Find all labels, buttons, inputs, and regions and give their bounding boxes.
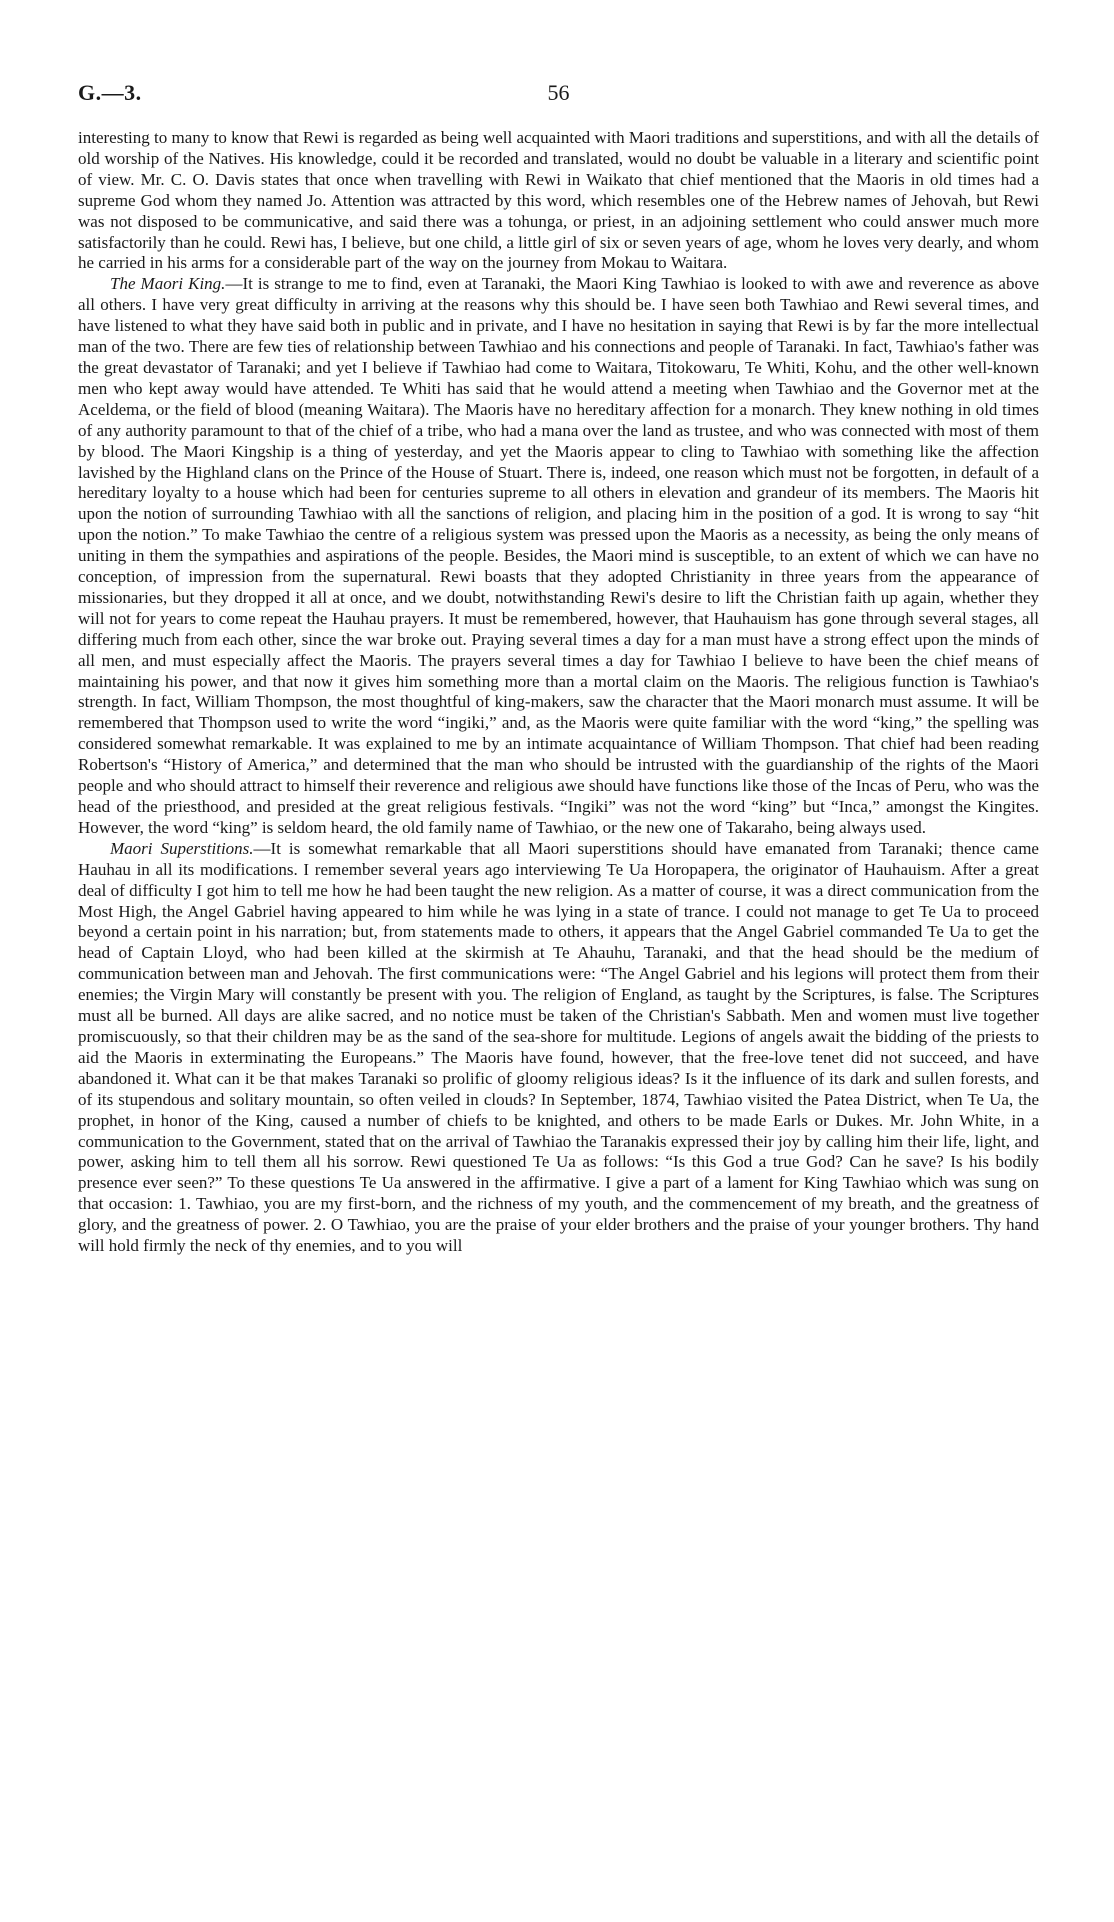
document-reference: G.—3. xyxy=(78,80,142,105)
paragraph-2 xyxy=(78,274,1039,838)
paragraph-3 xyxy=(78,839,1039,1257)
paragraph-heading: The Maori King. xyxy=(110,274,226,294)
page-number: 56 xyxy=(547,80,570,105)
paragraph-text: —It is strange to me to find, even at Taranaki, the Maori King Tawhiao is looked to with awe and reverence as above all others. I have very great difficulty in arriving at the reasons why this should be. I have seen both Tawhiao and Rewi several times, and have listened to what they have said both in public and in private, and I have no hesitation in saying that Rewi is by far the more intellectual man of the two. There are few ties of relationship between Tawhiao and his connections and people of Taranaki. In fact, Tawhiao's father was the great devastator of Taranaki; and yet I believe if Tawhiao had come to Waitara, Titokowaru, Te Whiti, Kohu, and the other well-known men who kept away would have attended. Te Whiti has said that he would attend a meeting when Tawhiao and the Governor met at the Aceldema, or the field of blood (meaning Waitara). The Maoris have no hereditary affection for a monarch. They knew nothing in old times of any authority paramount to that of the chief of a tribe, who had a mana over the land as trustee, and who was connected with most of them by blood. The Maori Kingship is a thing of yesterday, and yet the Maoris appear to cling to Tawhiao with something like the affection lavished by the Highland clans on the Prince of the House of Stuart. There is, indeed, one reason which must not be forgotten, in default of a hereditary loyalty to a house which had been for centuries supreme to all others in elevation and grandeur of its members. The Maoris hit upon the notion of surrounding Tawhiao with all the sanctions of religion, and placing him in the position of a god. It is wrong to say “hit upon the notion.” To make Tawhiao the centre of a religious system was pressed upon the Maoris as a necessity, as being the only means of uniting in them the sympathies and aspirations of the people. Besides, the Maori mind is susceptible, to an extent of which we can have no conception, of impression from the supernatural. Rewi boasts that they adopted Christianity in three years from the appearance of missionaries, but they dropped it all at once, and we doubt, notwithstanding Rewi's desire to lift the Christian faith up again, whether they will not for years to come repeat the Hauhau prayers. It must be remembered, however, that Hauhauism has gone through several stages, all differing much from each other, since the war broke out. Praying several times a day for a man must have a strong effect upon the minds of all men, and must especially affect the Maoris. The prayers several times a day for Tawhiao I believe to have been the chief means of maintaining his power, and that now it gives him something more than a mortal claim on the Maoris. The religious function is Tawhiao's strength. In fact, William Thompson, the most thoughtful of king-makers, saw the character that the Maori monarch must assume. It will be remembered that Thompson used to write the word “ingiki,” and, as the Maoris were quite familiar with the word “king,” the spelling was considered somewhat remarkable. It was explained to me by an intimate acquaintance of William Thompson. That chief had been reading Robertson's “History of America,” and determined that the man who should be intrusted with the guardianship of the rights of the Maori people and who should attract to himself their reverence and religious awe should have functions like those of the Incas of Peru, who was the head of the priesthood, and presided at the great religious festivals. “Ingiki” was not the word “king” but “Inca,” amongst the Kingites. However, the word “king” is seldom heard, the old family name of Tawhiao, or the new one of Takaraho, being always used. xyxy=(78,274,1040,837)
document-page xyxy=(78,80,1039,1257)
document-body xyxy=(78,128,1039,1257)
paragraph-text: —It is somewhat remarkable that all Maori superstitions should have emanated from Taranaki; thence came Hauhau in all its modifications. I remember several years ago interviewing Te Ua Horopapera, the originator of Hauhauism. After a great deal of difficulty I got him to tell me how he had been taught the new religion. As a matter of course, it was a direct communication from the Most High, the Angel Gabriel having appeared to him while he was lying in a state of trance. I could not manage to get Te Ua to proceed beyond a certain point in his narration; but, from statements made to others, it appears that the Angel Gabriel commanded Te Ua to get the head of Captain Lloyd, who had been killed at the skirmish at Te Ahauhu, Taranaki, and that the head should be the medium of communication between man and Jehovah. The first communications were: “The Angel Gabriel and his legions will protect them from their enemies; the Virgin Mary will constantly be present with you. The religion of England, as taught by the Scriptures, is false. The Scriptures must all be burned. All days are alike sacred, and no notice must be taken of the Christian's Sabbath. Men and women must live together promiscuously, so that their children may be as the sand of the sea-shore for multitude. Legions of angels await the bidding of the priests to aid the Maoris in exterminating the Europeans.” The Maoris have found, however, that the free-love tenet did not succeed, and have abandoned it. What can it be that makes Taranaki so prolific of gloomy religious ideas? Is it the influence of its dark and sullen forests, and of its stupendous and solitary mountain, so often veiled in clouds? In September, 1874, Tawhiao visited the Patea District, when Te Ua, the prophet, in honor of the King, caused a number of chiefs to be knighted, and others to be made Earls or Dukes. Mr. John White, in a communication to the Government, stated that on the arrival of Tawhiao the Taranakis expressed their joy by calling him their life, light, and power, asking him to tell them all his sorrow. Rewi questioned Te Ua as follows: “Is this God a true God? Can he save? Is his bodily presence ever seen?” To these questions Te Ua answered in the affirmative. I give a part of a lament for King Tawhiao which was sung on that occasion: 1. Tawhiao, you are my first-born, and the richness of my youth, and the commencement of my breath, and the greatness of glory, and the greatness of power. 2. O Tawhiao, you are the praise of your elder brothers and the praise of your younger brothers. Thy hand will hold firmly the neck of thy enemies, and to you will xyxy=(78,838,1039,1256)
paragraph-heading: Maori Superstitions. xyxy=(110,838,254,858)
paragraph-1 xyxy=(78,128,1039,274)
paragraph-text: interesting to many to know that Rewi is regarded as being well acquainted with Maori traditions and superstitions, and with all the details of old worship of the Natives. His knowledge, could it be recorded and translated, would no doubt be valuable in a literary and scientific point of view. Mr. C. O. Davis states that once when travelling with Rewi in Waikato that chief mentioned that the Maoris in old times had a supreme God whom they named Jo. Attention was attracted by this word, which resembles one of the Hebrew names of Jehovah, but Rewi was not disposed to be communicative, and said there was a tohunga, or priest, in an adjoining settlement who could answer much more satisfactorily than he could. Rewi has, I believe, but one child, a little girl of six or seven years of age, whom he loves very dearly, and whom he carried in his arms for a considerable part of the way on the journey from Mokau to Waitara. xyxy=(78,128,1039,273)
page-header xyxy=(78,80,1039,120)
